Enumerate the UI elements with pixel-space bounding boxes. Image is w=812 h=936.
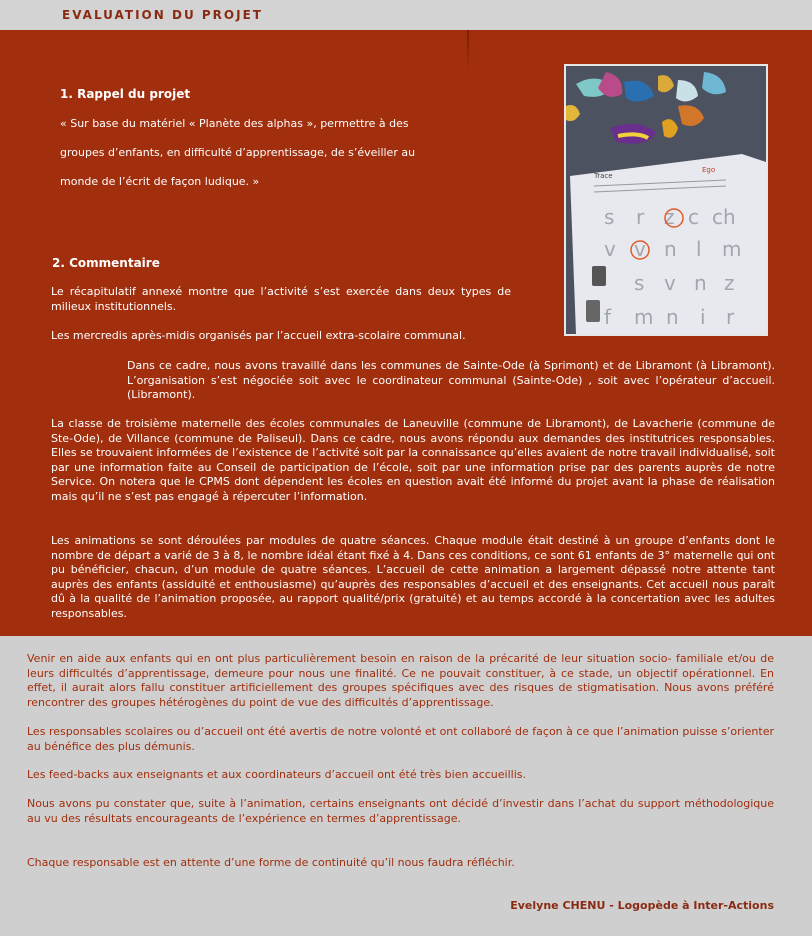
project-summary-line: groupes d’enfants, en difficulté d’apprentissage, de s’éveiller au <box>60 146 416 159</box>
comment-paragraph: Les animations se sont déroulées par modules de quatre séances. Chaque module était destiné à un groupe d’enfants dont le nombre de départ a varié de 3 à 8, le nombre idéal étant fixé à 4. Dans ces conditions, ce sont 61 enfants de 3° maternelle qui ont pu bénéficier, chacun, d’un module de quatre séances. L’accueil de cette animation a largement dépassé notre attente tant auprès des enfants (assiduité et enthousiasme) qu’auprès des responsables d’accueil et des enseignants. Cet accueil nous paraît dû à la qualité de l’animation proposée, au rapport qualité/prix (gratuité) et au temps accordé à la concertation avec les adultes responsables. <box>51 534 775 620</box>
author-signature: Evelyne CHENU - Logopède à Inter-Actions <box>510 899 774 912</box>
comment-paragraph: La classe de troisième maternelle des écoles communales de Laneuville (commune de Libramont), de Lavacherie (commune de Ste-Ode), de Villance (commune de Paliseul). Dans ce cadre, nous avons répondu aux demandes des institutrices responsables. Elles se trouvaient informées de l’existence de l’activité soit par la connaissance qu’elles avaient de notre travail individualisé, soit par une information faite au Conseil de participation de l’école, soit par une information prise par des parents auprès de notre Service. On notera que le CPMS dont dépendent les écoles en question avait été informé du projet avant la phase de réalisation mais qu’il ne s’est pas engagé à répercuter l’information. <box>51 417 775 503</box>
worksheet-letter: l <box>696 237 702 261</box>
photo-illustration <box>566 66 766 334</box>
worksheet-letter: v <box>634 237 646 261</box>
worksheet-letter: r <box>726 305 735 329</box>
worksheet-letter: ch <box>712 205 736 229</box>
worksheet-letter: n <box>666 305 679 329</box>
page-title: EVALUATION DU PROJET <box>62 8 263 22</box>
worksheet-title: Trace <box>594 172 613 180</box>
worksheet-letter: s <box>604 205 615 229</box>
worksheet-letter: n <box>694 271 707 295</box>
worksheet-letter: r <box>636 205 645 229</box>
conclusion-paragraph: Les feed-backs aux enseignants et aux coordinateurs d’accueil ont été très bien accueillis. <box>27 768 526 781</box>
worksheet-letter: z <box>724 271 735 295</box>
section-heading-rappel: 1. Rappel du projet <box>60 87 191 101</box>
decorative-divider <box>467 30 469 70</box>
worksheet-letter: s <box>634 271 645 295</box>
comment-paragraph: Le récapitulatif annexé montre que l’activité s’est exercée dans deux types de milieux institutionnels. <box>51 285 511 313</box>
header-bar <box>0 0 812 30</box>
comment-paragraph: Dans ce cadre, nous avons travaillé dans les communes de Sainte-Ode (à Sprimont) et de Libramont (à Libramont). L’organisation s’est négociée soit avec le coordinateur communal (Sainte-Ode) , soit avec l’opérateur d’accueil. (Libramont). <box>127 359 775 401</box>
worksheet-picture <box>592 266 606 286</box>
conclusion-paragraph: Nous avons pu constater que, suite à l’animation, certains enseignants ont décidé d’investir dans l’achat du support méthodologique au vu des résultats encourageants de l’expérience en termes d’apprentissage. <box>27 797 774 825</box>
activity-photo <box>564 64 768 336</box>
worksheet-letter: c <box>688 205 699 229</box>
conclusion-paragraph: Venir en aide aux enfants qui en ont plus particulièrement besoin en raison de la précarité de leur situation socio- familiale et/ou de leurs difficultés d’apprentissage, demeure pour nous une finalité. Ce ne pouvait constituer, à ce stade, un objectif opérationnel. En effet, il aurait alors fallu constituer artificiellement des groupes spécifiques avec des risques de stigmatisation. Nous avons préféré rencontrer des groupes hétérogènes du point de vue des difficultés d’apprentissage. <box>27 652 774 709</box>
worksheet-letter: v <box>664 271 676 295</box>
worksheet-letter: m <box>722 237 742 261</box>
conclusion-paragraph: Chaque responsable est en attente d’une forme de continuité qu’il nous faudra réfléchir. <box>27 856 515 869</box>
worksheet-letter: i <box>700 305 706 329</box>
worksheet-letter: m <box>634 305 654 329</box>
project-summary-line: « Sur base du matériel « Planète des alphas », permettre à des <box>60 117 409 130</box>
worksheet-letter: n <box>664 237 677 261</box>
worksheet-letter: v <box>604 237 616 261</box>
comment-paragraph: Les mercredis après-midis organisés par l’accueil extra-scolaire communal. <box>51 329 466 342</box>
worksheet-letter: z <box>664 205 675 229</box>
project-summary-line: monde de l’écrit de façon ludique. » <box>60 175 260 188</box>
worksheet-letter: f <box>604 305 612 329</box>
section-heading-commentaire: 2. Commentaire <box>52 256 160 270</box>
worksheet-picture <box>586 300 600 322</box>
conclusion-paragraph: Les responsables scolaires ou d’accueil ont été avertis de notre volonté et ont collaboré de façon à ce que l’animation puisse s’orienter au bénéfice des plus démunis. <box>27 725 774 753</box>
worksheet-label: Ego <box>702 166 716 174</box>
